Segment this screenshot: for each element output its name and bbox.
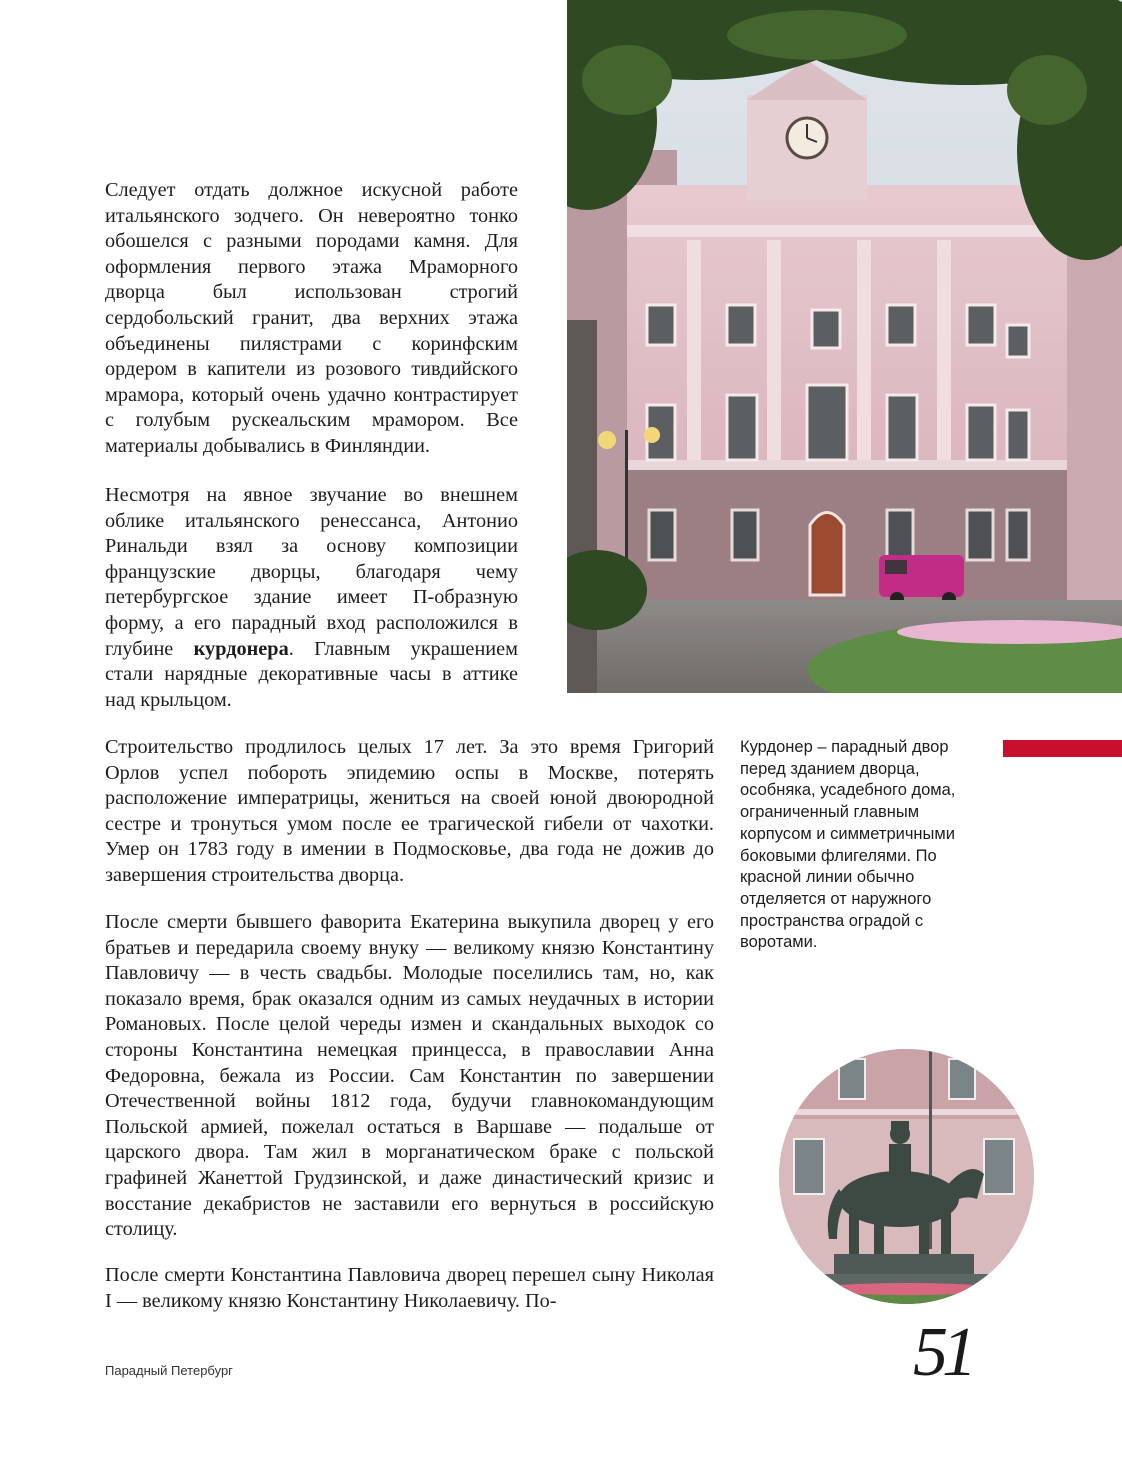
- paragraph-4: После смерти бывшего фаворита Екатерина выкупила дворец у его братьев и передарила своему внуку — великому князю Константину Павловичу — в честь свадьбы. Молодые поселились там, но, как показало время, брак оказался одним из самых неудачных в истории Романовых. После целой череды измен и скандальных выходок со стороны Константина немецкая принцесса, в православии Анна Федоровна, бежала из России. Сам Константин по завершении Отечественной войны 1812 года, будучи главнокомандующим Польской армией, пожелал остаться в Варшаве — подальше от царского двора. Там жил в морганатическом браке с польской графиней Жанеттой Грудзинской, и даже династический кризис и восстание декабристов не заставили его вернуться в российскую столицу.: [105, 911, 714, 1241]
- accent-bar: [1003, 740, 1122, 757]
- running-title: Парадный Петербург: [105, 1363, 233, 1378]
- sidenote-definition: Курдонер – парадный двор перед зданием дворца, особняка, усадебного дома, ограниченный главным корпусом и симметричными боковыми флигелями. По красной линии обычно отделяется от наружного пространства оградой с воротами.: [740, 738, 956, 952]
- term-kurdoner: курдонера: [193, 637, 289, 660]
- paragraph-3: Строительство продлилось целых 17 лет. За это время Григорий Орлов успел побороть эпидемию оспы в Москве, потерять расположение императрицы, жениться на своей юной двоюродной сестре и тронуться умом после ее трагической гибели от чахотки. Умер он 1783 году в имении в Подмосковье, два года не дожив до завершения строительства дворца.: [105, 736, 714, 886]
- page-number: 51: [913, 1314, 971, 1391]
- paragraph-5: После смерти Константина Павловича дворец перешел сыну Николая I — великому князю Константину Николаевичу. По-: [105, 1264, 714, 1312]
- marble-palace-photo: [567, 0, 1122, 693]
- equestrian-statue-photo: [779, 1049, 1034, 1304]
- paragraph-1: Следует отдать должное искусной работе итальянского зодчего. Он невероятно тонко обошелся с разными породами камня. Для оформления первого этажа Мраморного дворца был использован строгий сердобольский гранит, два верхних этажа объединены пилястрами с коринфским ордером в капители из розового тивдийского мрамора, который очень удачно контрастирует с голубым рускеальским мрамором. Все материалы добывались в Финляндии.: [105, 179, 518, 457]
- paragraph-2-text-a: Несмотря на явное звучание во внешнем облике итальянского ренессанса, Антонио Ринальди взял за основу композиции французские дворцы, благодаря чему петербургское здание имеет П-образную форму, а его парадный вход расположился в глубине: [105, 484, 518, 660]
- paragraph-2: [105, 483, 518, 713]
- paragraph-2-text-b: . Главным украшением стали нарядные декоративные часы в аттике над крыльцом.: [105, 637, 518, 711]
